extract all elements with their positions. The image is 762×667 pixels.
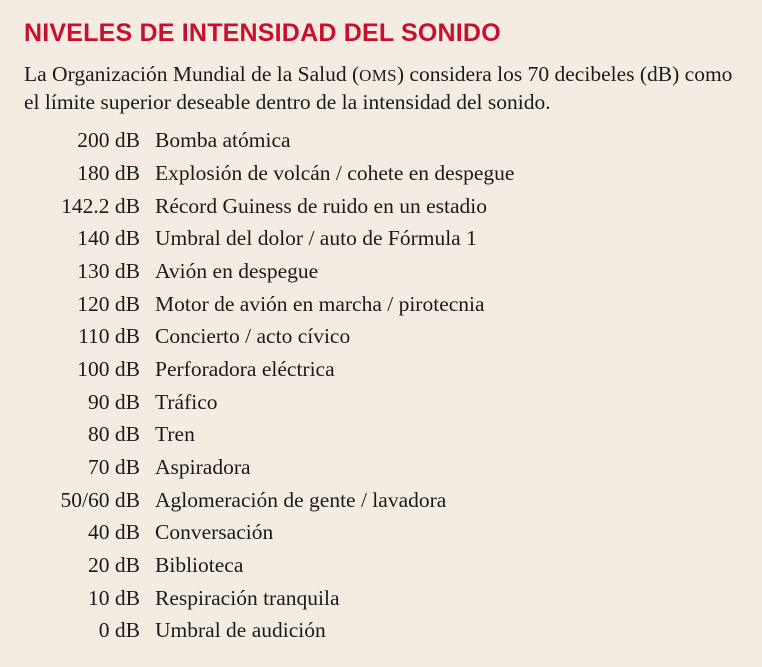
- list-item: [22, 124, 740, 157]
- decibel-value: 100 dB: [77, 356, 140, 381]
- decibel-value: 0 dB: [98, 618, 140, 643]
- list-item: [22, 549, 740, 582]
- decibel-value: 20 dB: [88, 552, 140, 577]
- list-item: [22, 222, 740, 255]
- list-item: [22, 190, 740, 223]
- decibel-label: Conversación: [155, 520, 274, 545]
- decibel-label: Respiración tranquila: [155, 585, 340, 610]
- intro-text-part2: ) considera los 70 decibeles (dB) como el límite superior deseable dentro de la intensidad del sonido.: [24, 61, 733, 114]
- decibel-value: 180 dB: [77, 160, 140, 185]
- decibel-label: Aglomeración de gente / lavadora: [155, 487, 447, 512]
- list-item: [22, 320, 740, 353]
- list-item: [22, 353, 740, 386]
- decibel-label: Récord Guiness de ruido en un estadio: [155, 193, 487, 218]
- decibel-value: 50/60 dB: [60, 487, 140, 512]
- decibel-label: Concierto / acto cívico: [155, 324, 351, 349]
- list-item: [22, 484, 740, 517]
- oms-acronym: OMS: [359, 65, 397, 85]
- decibel-list: [22, 124, 740, 647]
- decibel-label: Avión en despegue: [155, 258, 319, 283]
- intro-paragraph: [24, 60, 739, 117]
- decibel-value: 130 dB: [77, 258, 140, 283]
- decibel-value: 10 dB: [88, 585, 140, 610]
- decibel-label: Explosión de volcán / cohete en despegue: [155, 160, 515, 185]
- decibel-value: 120 dB: [77, 291, 140, 316]
- decibel-value: 80 dB: [88, 422, 140, 447]
- decibel-label: Perforadora eléctrica: [155, 356, 335, 381]
- decibel-label: Biblioteca: [155, 552, 244, 577]
- list-item: [22, 451, 740, 484]
- list-item: [22, 582, 740, 615]
- list-item: [22, 418, 740, 451]
- decibel-value: 90 dB: [88, 389, 140, 414]
- decibel-label: Umbral del dolor / auto de Fórmula 1: [155, 226, 477, 251]
- decibel-value: 142.2 dB: [61, 193, 140, 218]
- list-item: [22, 288, 740, 321]
- decibel-value: 70 dB: [88, 454, 140, 479]
- decibel-label: Bomba atómica: [155, 128, 291, 153]
- decibel-label: Motor de avión en marcha / pirotecnia: [155, 291, 485, 316]
- decibel-label: Tráfico: [155, 389, 218, 414]
- decibel-label: Umbral de audición: [155, 618, 326, 643]
- decibel-label: Aspiradora: [155, 454, 251, 479]
- list-item: [22, 386, 740, 419]
- page-title: NIVELES DE INTENSIDAD DEL SONIDO: [24, 19, 501, 47]
- decibel-value: 40 dB: [88, 520, 140, 545]
- decibel-value: 110 dB: [78, 324, 140, 349]
- decibel-value: 200 dB: [77, 128, 140, 153]
- decibel-label: Tren: [155, 422, 195, 447]
- list-item: [22, 516, 740, 549]
- intro-text-part1: La Organización Mundial de la Salud (: [24, 61, 360, 86]
- list-item: [22, 614, 740, 647]
- list-item: [22, 157, 740, 190]
- list-item: [22, 255, 740, 288]
- decibel-value: 140 dB: [77, 226, 140, 251]
